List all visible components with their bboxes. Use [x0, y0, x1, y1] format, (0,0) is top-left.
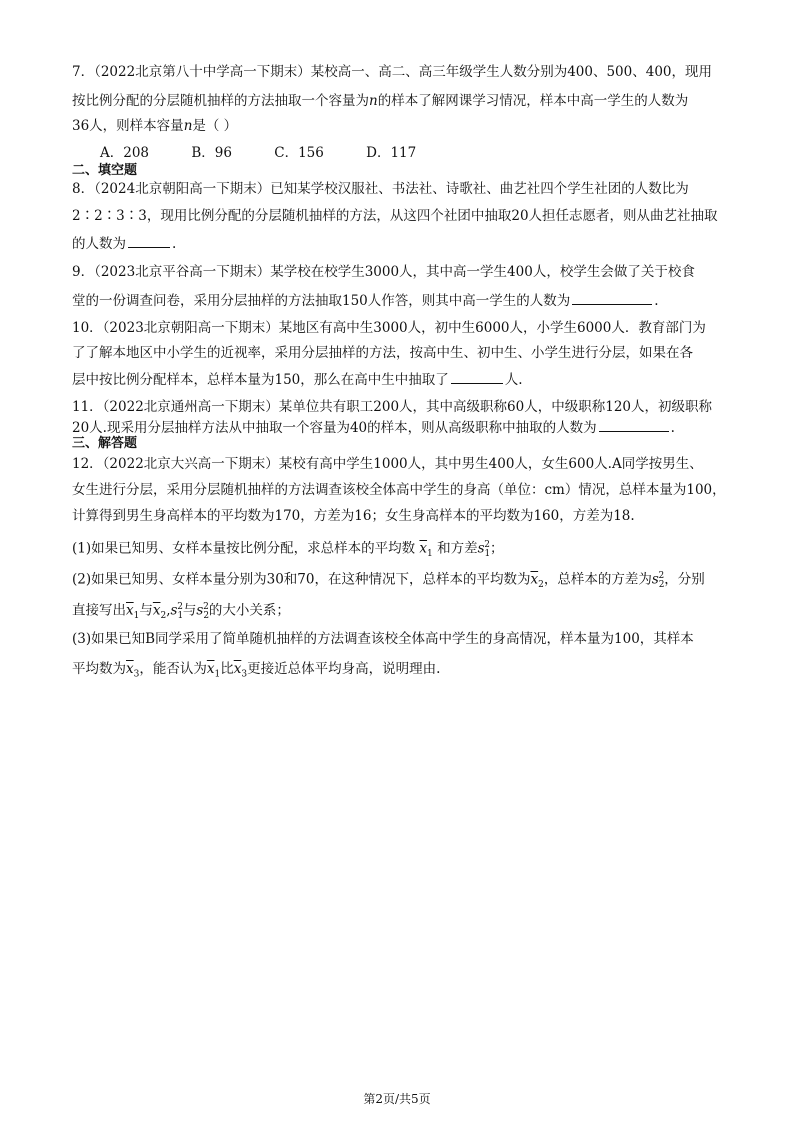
q8-answer-blank[interactable] — [128, 233, 170, 248]
q9-answer-blank[interactable] — [572, 290, 652, 305]
q12-part2-line1: (2)如果已知男、女样本量分别为30和70，在这种情况下，总样本的平均数为$\overline{x}_2$，总样本的方差为$s_2^2$，分别 — [72, 571, 705, 591]
q8-line3: 的人数为 . — [72, 233, 722, 254]
q8-line1: 8．（2024北京朝阳高一下期末）已知某学校汉服社、书法社、诗歌社、曲艺社四个学生社团的人数比为 — [72, 181, 689, 197]
q9-line1: 9．（2023北京平谷高一下期末）某学校在校学生3000人，其中高一学生400人，校学生会做了关于校食 — [72, 264, 695, 280]
q7-line2: 按比例分配的分层随机抽样的方法抽取一个容量为n的样本了解网课学习情况，样本中高一学生的人数为 — [72, 93, 689, 109]
q11-line2: 20人.现采用分层抽样方法从中抽取一个容量为40的样本，则从高级职称中抽取的人数为 . — [72, 417, 722, 438]
q12-part3-line1: (3)如果已知B同学采用了简单随机抽样的方法调查该校全体高中学生的身高情况，样本量为100，其样本 — [72, 631, 694, 647]
q12-part2-line2: 直接写出$\overline{x}_1$与$\overline{x}_2,s_1^2$与$s_2^2$的大小关系； — [72, 602, 290, 622]
q12-part1: (1)如果已知男、女样本量按比例分配，求总样本的平均数 $\overline{x}_1$ 和方差$s_1^2$； — [72, 540, 504, 560]
q12-line1: 12．（2022北京大兴高一下期末）某校有高中学生1000人，其中男生400人，女生600人.A同学按男生、 — [72, 456, 703, 472]
q10-line1: 10．（2023北京朝阳高一下期末）某地区有高中生3000人，初中生6000人，小学生6000人．教育部门为 — [72, 320, 706, 336]
q7-line3: 36人，则样本容量n是（ ） — [72, 118, 238, 134]
q7-option-d: D．117 — [366, 145, 417, 161]
q8-line2: 2∶2∶3∶3，现用比例分配的分层随机抽样的方法，从这四个社团中抽取20人担任志愿者，则从曲艺社抽取 — [72, 208, 718, 224]
q12-line3: 计算得到男生身高样本的平均数为170，方差为16；女生身高样本的平均数为160，方差为18. — [72, 508, 635, 524]
q12-part3-line2: 平均数为$\overline{x}_3$，能否认为$\overline{x}_1$比$\overline{x}_3$更接近总体平均身高，说明理由. — [72, 661, 441, 680]
q7-option-a: A．208 — [100, 145, 150, 161]
q7-line1: 7．（2022北京第八十中学高一下期末）某校高一、高二、高三年级学生人数分别为400、500、400，现用 — [72, 64, 712, 80]
section-heading-fill-blank: 二、填空题 — [72, 163, 138, 178]
section-heading-answer: 三、解答题 — [72, 436, 138, 451]
q11-line1: 11．（2022北京通州高一下期末）某单位共有职工200人，其中高级职称60人，中级职称120人，初级职称 — [72, 399, 712, 415]
q10-line3: 层中按比例分配样本，总样本量为150，那么在高中生中抽取了 人. — [72, 369, 722, 390]
q9-line2: 堂的一份调查问卷，采用分层抽样的方法抽取150人作答，则其中高一学生的人数为 . — [72, 290, 722, 311]
q10-line2: 了了解本地区中小学生的近视率，采用分层抽样的方法，按高中生、初中生、小学生进行分层，如果在各 — [72, 345, 693, 361]
q7-options — [72, 143, 722, 163]
mean-x1: $\overline{x}$ — [419, 540, 428, 557]
mean-x2: $\overline{x}$ — [530, 571, 539, 588]
page-number-footer: 第2页/共5页 — [363, 1092, 431, 1106]
q7-option-b: B．96 — [191, 145, 232, 161]
q10-answer-blank[interactable] — [451, 369, 503, 384]
q11-answer-blank[interactable] — [599, 417, 669, 432]
q7-option-c: C．156 — [274, 145, 324, 161]
q12-line2: 女生进行分层，采用分层随机抽样的方法调查该校全体高中学生的身高（单位：cm）情况，总样本量为100， — [72, 482, 726, 498]
